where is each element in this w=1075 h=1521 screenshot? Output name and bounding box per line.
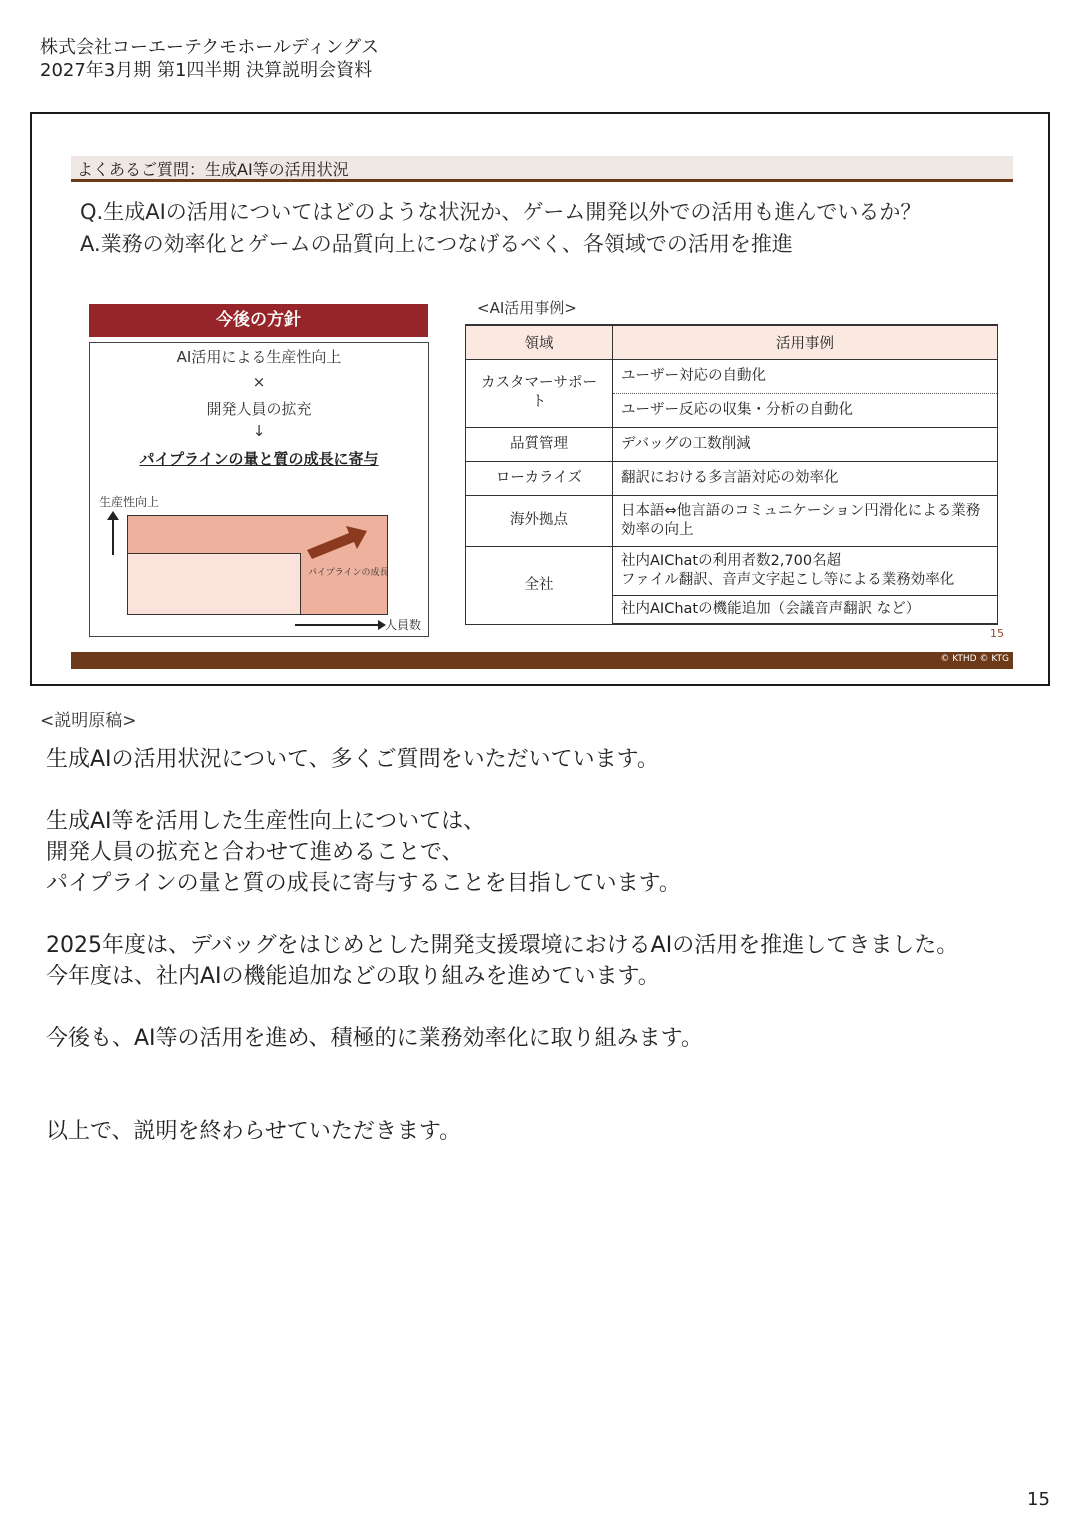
- area-cell: カスタマーサポート: [466, 359, 613, 427]
- slide-page-number: 15: [990, 627, 1004, 640]
- copyright: © KTHD © KTG: [940, 654, 1009, 664]
- script-line: 今年度は、社内AIの機能追加などの取り組みを進めています。: [46, 964, 660, 989]
- column-header-case: 活用事例: [613, 325, 998, 359]
- script-line: 以上で、説明を終わらせていただきます。: [46, 1119, 462, 1144]
- qa-block: [80, 196, 921, 260]
- question-text: Q.生成AIの活用についてはどのような状況か、ゲーム開発以外での活用も進んでいるか？: [80, 200, 922, 224]
- answer-text: A.業務の効率化とゲームの品質向上につなげるべく、各領域での活用を推進: [80, 232, 793, 256]
- script-line: 今後も、AI等の活用を進め、積極的に業務効率化に取り組みます。: [46, 1026, 703, 1051]
- chart-growth-label: パイプラインの成長: [308, 568, 389, 578]
- table-row: [466, 461, 998, 495]
- policy-box: [89, 342, 429, 637]
- y-axis-arrow: [112, 515, 114, 555]
- policy-conclusion: パイプラインの量と質の成長に寄与: [139, 450, 379, 468]
- slide: [30, 112, 1050, 686]
- area-cell: 全社: [466, 546, 613, 624]
- case-cell: 社内AIChatの機能追加（会議音声翻訳 など）: [613, 595, 998, 624]
- script-line: 生成AIの活用状況について、多くご質問をいただいています。: [46, 747, 659, 772]
- times-symbol: ×: [252, 373, 266, 391]
- script-line: 生成AI等を活用した生産性向上については、: [46, 809, 486, 834]
- document-header: [40, 36, 379, 82]
- table-row: [466, 359, 998, 393]
- case-cell: デバッグの工数削減: [613, 427, 998, 461]
- case-cell: ユーザー対応の自動化: [613, 359, 998, 393]
- slide-title: よくあるご質問：生成AI等の活用状況: [77, 160, 349, 179]
- policy-heading: 今後の方針: [89, 304, 428, 337]
- table-row: [466, 427, 998, 461]
- growth-arrow-icon: [305, 521, 371, 559]
- page-number: 15: [1027, 1489, 1050, 1510]
- current-pipeline-area: [127, 553, 301, 615]
- area-cell: ローカライズ: [466, 461, 613, 495]
- slide-footer-bar: [71, 652, 1013, 669]
- company-name: 株式会社コーエーテクモホールディングス: [40, 37, 379, 58]
- area-cell: 海外拠点: [466, 495, 613, 546]
- down-arrow-icon: ↓: [252, 422, 266, 440]
- script-line: 2025年度は、デバッグをはじめとした開発支援環境におけるAIの活用を推進してきました。: [46, 933, 959, 958]
- column-header-area: 領域: [466, 325, 613, 359]
- table-header-row: [466, 325, 998, 359]
- explanation-script: [46, 744, 958, 1147]
- title-rule: [71, 179, 1013, 182]
- table-row: [466, 546, 998, 595]
- case-cell: ユーザー反応の収集・分析の自動化: [613, 393, 998, 427]
- area-cell: 品質管理: [466, 427, 613, 461]
- policy-line-productivity: AI活用による生産性向上: [176, 348, 342, 366]
- case-cell: 日本語⇔他言語のコミュニケーション円滑化による業務効率の向上: [613, 495, 998, 546]
- script-label: <説明原稿>: [40, 711, 137, 731]
- document-subtitle: 2027年3月期 第1四半期 決算説明会資料: [40, 60, 373, 81]
- script-line: パイプラインの量と質の成長に寄与することを目指しています。: [46, 871, 681, 896]
- chart-y-label: 生産性向上: [99, 495, 160, 509]
- table-row: [466, 495, 998, 546]
- script-line: 開発人員の拡充と合わせて進めることで、: [46, 840, 464, 865]
- cases-title: <AI活用事例>: [477, 299, 577, 317]
- policy-line-staff: 開発人員の拡充: [206, 400, 312, 418]
- x-axis-arrow: [295, 624, 380, 626]
- chart-x-label: 人員数: [385, 618, 422, 632]
- case-cell: 翻訳における多言語対応の効率化: [613, 461, 998, 495]
- slide-title-bar: [71, 156, 1013, 180]
- case-cell: 社内AIChatの利用者数2,700名超 ファイル翻訳、音声文字起こし等による業務効率化: [613, 546, 998, 595]
- ai-cases-table: [465, 324, 998, 625]
